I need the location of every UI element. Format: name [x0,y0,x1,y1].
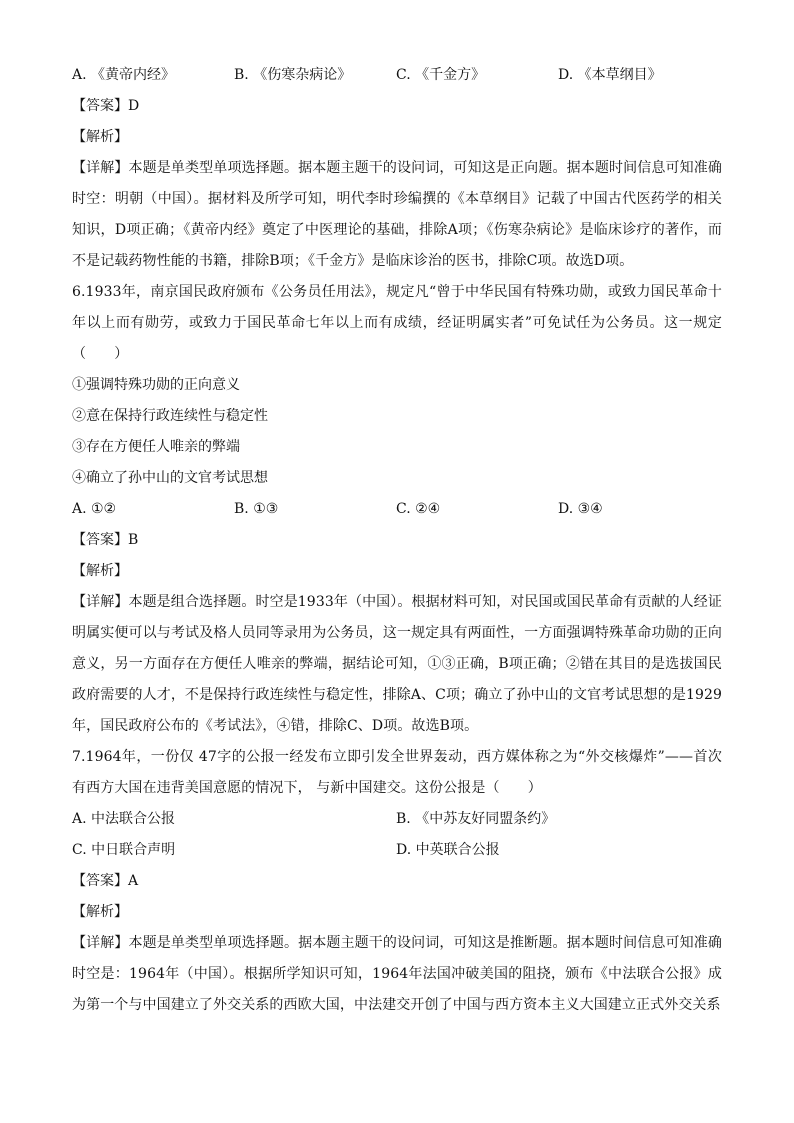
q5-option-d: D. 《本草纲目》 [558,67,662,83]
q7-option-b: B. 《中苏友好同盟条约》 [396,811,556,827]
q6-detail: 【详解】本题是组合选择题。时空是1933年（中国）。根据材料可知，对民国或国民革命有贡献的人经证明属实便可以与考试及格人员同等录用为公务员，这一规定具有两面性，一方面强调特殊革命功勋的正向意义，另一方面存在方便任人唯亲的弊端，据结论可知，①③正确，B项正确；②错在其目的是选拔国民政府需要的人才，不是保持行政连续性与稳定性，排除A、C项；确立了孙中山的文官考试思想的是1929年，国民政府公布的《考试法》，④错，排除C、D项。故选B项。 [72,594,722,734]
q6-options [72,494,722,525]
q5-option-b: B. 《伤寒杂病论》 [234,67,352,83]
q5-answer: 【答案】D [72,98,140,114]
document-page [72,60,722,1021]
q6-statement-1: ①强调特殊功勋的正向意义 [72,377,240,393]
q6-option-c: C. ②④ [396,501,441,517]
q6-statement-4: ④确立了孙中山的文官考试思想 [72,470,268,486]
q7-options-row-2 [72,835,722,866]
q7-option-a: A. 中法联合公报 [72,811,176,827]
q5-analysis-label: 【解析】 [72,129,128,145]
q7-stem: 7.1964年，一份仅 47字的公报一经发布立即引发全世界轰动，西方媒体称之为“外交核爆炸”——首次有西方大国在违背美国意愿的情况下， 与新中国建交。这份公报是（ ） [72,749,722,796]
q5-option-a: A. 《黄帝内经》 [72,67,176,83]
q7-analysis-label: 【解析】 [72,904,128,920]
q6-option-a: A. ①② [72,501,117,517]
q6-answer: 【答案】B [72,532,139,548]
q7-answer: 【答案】A [72,873,139,889]
q6-option-d: D. ③④ [558,501,603,517]
q5-option-c: C. 《千金方》 [396,67,486,83]
q7-options-row-1 [72,804,722,835]
q7-option-d: D. 中英联合公报 [396,842,500,858]
q7-detail: 【详解】本题是单类型单项选择题。据本题主题干的设问词，可知这是推断题。据本题时间信息可知准确时空是：1964年（中国）。根据所学知识可知，1964年法国冲破美国的阻挠，颁布《中法联合公报》成为第一个与中国建立了外交关系的西欧大国，中法建交开创了中国与西方资本主义大国建立正式外交关系 [72,935,722,1013]
q6-statement-3: ③存在方便任人唯亲的弊端 [72,439,240,455]
q5-options [72,60,722,91]
q7-option-c: C. 中日联合声明 [72,842,176,858]
q6-analysis-label: 【解析】 [72,563,128,579]
q6-stem: 6.1933年，南京国民政府颁布《公务员任用法》，规定凡“曾于中华民国有特殊功勋，或致力国民革命十年以上而有勋劳，或致力于国民革命七年以上而有成绩，经证明属实者”可免试任为公务员。这一规定（ ） [72,284,722,362]
q6-option-b: B. ①③ [234,501,279,517]
q5-detail: 【详解】本题是单类型单项选择题。据本题主题干的设问词，可知这是正向题。据本题时间信息可知准确时空：明朝（中国）。据材料及所学可知，明代李时珍编撰的《本草纲目》记载了中国古代医药学的相关知识，D项正确；《黄帝内经》奠定了中医理论的基础，排除A项；《伤寒杂病论》是临床诊疗的著作，而不是记载药物性能的书籍，排除B项；《千金方》是临床诊治的医书，排除C项。故选D项。 [72,160,722,269]
q6-statement-2: ②意在保持行政连续性与稳定性 [72,408,268,424]
